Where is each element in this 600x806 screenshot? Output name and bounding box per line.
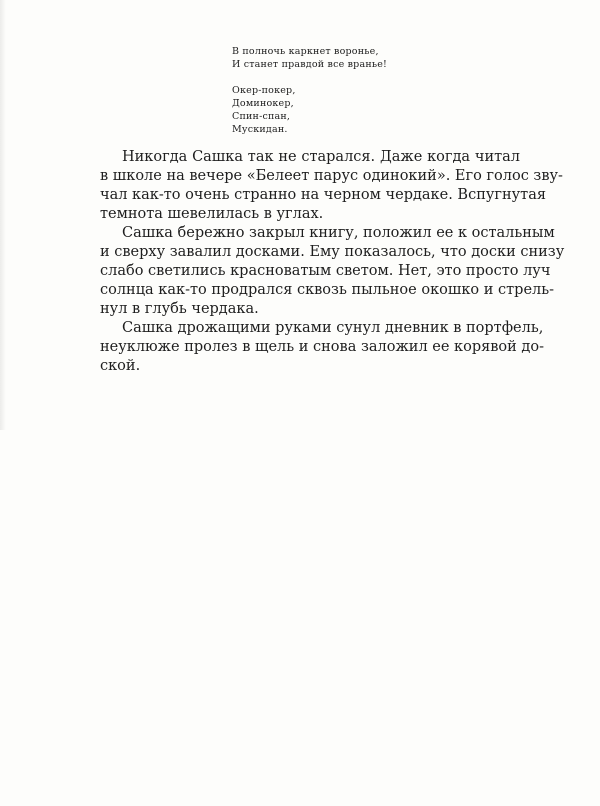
verse-line: И станет правдой все вранье! <box>232 59 388 70</box>
prose-line: ской. <box>100 358 141 374</box>
prose-line: темнота шевелилась в углах. <box>100 206 324 222</box>
paragraph-1 <box>100 148 563 224</box>
prose-line: Никогда Сашка так не старался. Даже когда читал <box>122 149 520 165</box>
prose-line: Сашка бережно закрыл книгу, положил ее к остальным <box>122 225 555 241</box>
prose-line: неуклюже пролез в щель и снова заложил ее корявой до- <box>100 339 544 355</box>
verse-line: Мускидан. <box>232 124 288 135</box>
prose-line: в школе на вечере «Белеет парус одинокий». Его голос зву- <box>100 168 563 184</box>
prose-line: чал как-то очень странно на черном чердаке. Вспугнутая <box>100 187 546 203</box>
prose-line: слабо светились красноватым светом. Нет, это просто луч <box>100 263 551 279</box>
paragraph-3 <box>100 319 544 376</box>
prose-line: нул в глубь чердака. <box>100 301 259 317</box>
prose-line: Сашка дрожащими руками сунул дневник в портфель, <box>122 320 544 336</box>
verse-line: Спин-спан, <box>232 111 291 122</box>
verse-line: В полночь каркнет воронье, <box>232 46 379 57</box>
verse-stanza-2 <box>232 84 492 136</box>
prose-line: и сверху завалил досками. Ему показалось, что доски снизу <box>100 244 565 260</box>
page-edge-shadow <box>0 0 6 430</box>
verse-line: Доминокер, <box>232 98 294 109</box>
paragraph-2 <box>100 224 565 319</box>
prose-body <box>100 148 565 376</box>
verse-line: Окер-покер, <box>232 85 296 96</box>
prose-line: солнца как-то продрался сквозь пыльное окошко и стрель- <box>100 282 555 298</box>
verse-stanza-1 <box>232 45 492 71</box>
verse-block <box>232 45 492 149</box>
